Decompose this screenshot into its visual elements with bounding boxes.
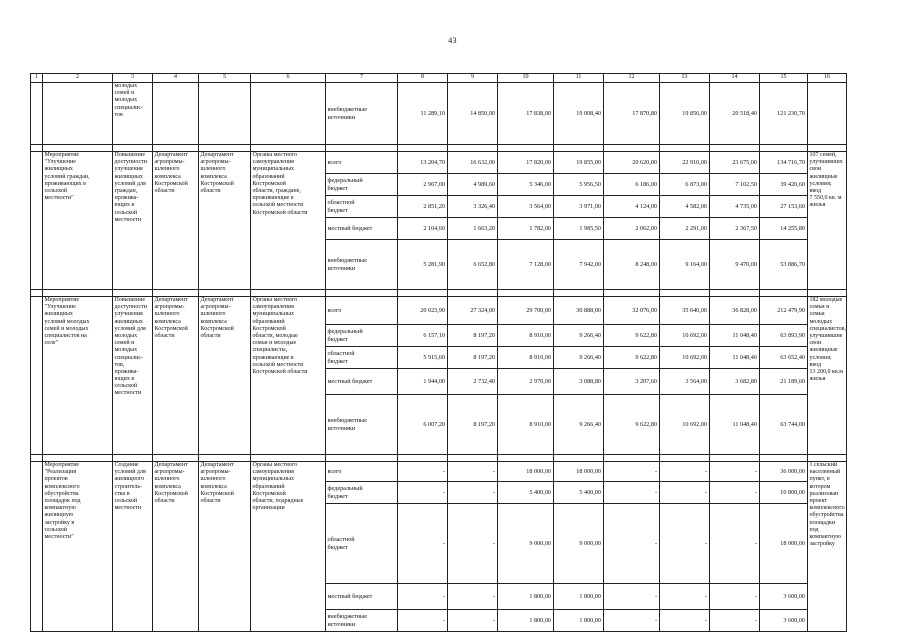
funding-source: федеральный бюджет	[326, 174, 398, 196]
column-number-3: 3	[113, 74, 153, 83]
funding-source: областной бюджет	[326, 347, 398, 369]
cell-empty	[153, 145, 199, 152]
column-number-15: 15	[760, 74, 808, 83]
separator-row	[31, 290, 847, 297]
funding-source: областной бюджет	[326, 504, 398, 584]
amount-cell: 39 420,60	[760, 174, 808, 196]
amount-cell: 18 000,00	[760, 504, 808, 584]
amount-cell: 7 102,50	[710, 174, 760, 196]
amount-cell: -	[398, 610, 448, 632]
amount-cell: -	[448, 482, 498, 504]
amount-cell: 3 682,80	[710, 369, 760, 395]
amount-cell: 5 400,00	[498, 482, 554, 504]
amount-cell: 2 104,60	[398, 218, 448, 240]
amount-cell: 4 582,00	[660, 196, 710, 218]
cell-empty	[398, 290, 448, 297]
column-number-5: 5	[199, 74, 251, 83]
amount-cell: -	[604, 610, 660, 632]
amount-cell: 3 564,00	[660, 369, 710, 395]
amount-cell: 5 956,50	[554, 174, 604, 196]
cell-empty	[31, 145, 43, 152]
amount-cell: 6 007,20	[398, 395, 448, 455]
amount-cell: 10 692,00	[660, 395, 710, 455]
amount-cell: -	[660, 482, 710, 504]
amount-cell: 3 600,00	[760, 584, 808, 610]
funding-source: внебюджетные источники	[326, 240, 398, 290]
amount-cell: 1 800,00	[554, 584, 604, 610]
amount-cell: 212 479,90	[760, 297, 808, 325]
cell-empty	[31, 152, 43, 290]
amount-cell: 63 744,00	[760, 395, 808, 455]
amount-cell: -	[448, 462, 498, 482]
amount-cell: 22 910,00	[660, 152, 710, 174]
amount-cell: 10 692,00	[660, 325, 710, 347]
cell-empty	[448, 455, 498, 462]
responsible-executor: Департамент агропромы- шленного комплекса Костромской области	[153, 462, 199, 632]
amount-cell: 8 197,20	[448, 347, 498, 369]
expected-result: 1 сельский населенный пункт, в котором реализован проект комплексного обустройства площадки под компактную застройку	[808, 462, 847, 632]
cell-empty	[251, 83, 326, 145]
funding-source: местный бюджет	[326, 218, 398, 240]
column-number-1: 1	[31, 74, 43, 83]
cell-empty	[808, 455, 847, 462]
amount-cell: 11 048,40	[710, 395, 760, 455]
column-number-7: 7	[326, 74, 398, 83]
amount-cell: 20 620,00	[604, 152, 660, 174]
amount-cell: 134 716,70	[760, 152, 808, 174]
amount-cell: 20 518,40	[710, 83, 760, 145]
amount-cell: 35 640,00	[660, 297, 710, 325]
participants-cell: Органы местного самоуправления муниципальных образований Костромской области, подрядные организации	[251, 462, 326, 632]
goal-cell: Повышение доступности улучшения жилищных условий для молодых семей и молодых специалис- тов, прожива- ющих в сельской местности	[113, 297, 153, 455]
amount-cell: 6 873,00	[660, 174, 710, 196]
amount-cell: 2 732,40	[448, 369, 498, 395]
cell-empty	[554, 145, 604, 152]
amount-cell: -	[604, 462, 660, 482]
amount-cell: 36 828,00	[710, 297, 760, 325]
amount-cell: 8 248,00	[604, 240, 660, 290]
amount-cell: 8 910,00	[498, 347, 554, 369]
cell-empty	[808, 83, 847, 145]
table-row	[31, 297, 847, 325]
budget-table	[30, 73, 847, 632]
cell-empty	[398, 455, 448, 462]
amount-cell: -	[448, 584, 498, 610]
cell-empty	[43, 145, 113, 152]
funding-source: федеральный бюджет	[326, 325, 398, 347]
amount-cell: 9 622,80	[604, 395, 660, 455]
cell-empty	[448, 290, 498, 297]
amount-cell: 9 470,00	[710, 240, 760, 290]
column-number-12: 12	[604, 74, 660, 83]
amount-cell: 7 128,00	[498, 240, 554, 290]
table-row	[31, 152, 847, 174]
cell-empty	[199, 145, 251, 152]
cell-empty	[113, 145, 153, 152]
co-executor: Департамент агропромы- шленного комплекса Костромской области	[199, 152, 251, 290]
cell-empty	[808, 290, 847, 297]
amount-cell: 17 870,80	[604, 83, 660, 145]
funding-source: внебюджетные источники	[326, 395, 398, 455]
amount-cell: 3 600,00	[760, 610, 808, 632]
amount-cell: 2 367,50	[710, 218, 760, 240]
amount-cell: -	[448, 610, 498, 632]
amount-cell: 121 230,70	[760, 83, 808, 145]
column-number-9: 9	[448, 74, 498, 83]
cell-empty	[554, 290, 604, 297]
cell-empty	[153, 83, 199, 145]
cell-empty	[760, 290, 808, 297]
amount-cell: 11 048,40	[710, 347, 760, 369]
amount-cell: -	[604, 584, 660, 610]
amount-cell: 18 000,00	[498, 462, 554, 482]
amount-cell: -	[398, 584, 448, 610]
cell-empty	[153, 290, 199, 297]
cell-empty	[554, 455, 604, 462]
funding-source: внебюджетные источники	[326, 610, 398, 632]
amount-cell: 3 207,60	[604, 369, 660, 395]
column-number-8: 8	[398, 74, 448, 83]
amount-cell: -	[710, 482, 760, 504]
amount-cell: -	[660, 610, 710, 632]
amount-cell: 4 989,60	[448, 174, 498, 196]
amount-cell: 2 970,00	[498, 369, 554, 395]
amount-cell: 3 088,80	[554, 369, 604, 395]
participants-cell: Органы местного самоуправления муниципальных образований Костромской области, граждане, проживающие в сельской местности Костромской области	[251, 152, 326, 290]
funding-source: местный бюджет	[326, 584, 398, 610]
amount-cell: -	[448, 504, 498, 584]
co-executor: Департамент агропромы- шленного комплекса Костромской области	[199, 462, 251, 632]
cell-empty	[760, 145, 808, 152]
cell-empty	[31, 290, 43, 297]
amount-cell: -	[710, 462, 760, 482]
amount-cell: 11 048,40	[710, 325, 760, 347]
amount-cell: 6 652,80	[448, 240, 498, 290]
amount-cell: 13 204,70	[398, 152, 448, 174]
amount-cell: 63 893,90	[760, 325, 808, 347]
amount-cell: 2 851,20	[398, 196, 448, 218]
amount-cell: 1 944,00	[398, 369, 448, 395]
amount-cell: 14 850,00	[448, 83, 498, 145]
amount-cell: -	[398, 482, 448, 504]
amount-cell: 19 008,40	[554, 83, 604, 145]
amount-cell: 5 281,90	[398, 240, 448, 290]
participants-cell: Органы местного самоуправления муниципальных образований Костромской области, молодые семьи и молодые специалисты, проживающие в сельской местности Костромской области	[251, 297, 326, 455]
cell-empty	[199, 290, 251, 297]
table-row	[31, 83, 847, 145]
amount-cell: 27 324,00	[448, 297, 498, 325]
goal-cell: молодых семей и молодых специалис- тов	[113, 83, 153, 145]
amount-cell: 16 632,00	[448, 152, 498, 174]
amount-cell: 5 915,60	[398, 347, 448, 369]
amount-cell: -	[398, 462, 448, 482]
amount-cell: 63 652,40	[760, 347, 808, 369]
amount-cell: 11 289,10	[398, 83, 448, 145]
amount-cell: 4 735,00	[710, 196, 760, 218]
amount-cell: 6 157,10	[398, 325, 448, 347]
cell-empty	[31, 297, 43, 455]
cell-empty	[498, 145, 554, 152]
measure-name: Мероприятие "Реализация проектов комплексного обустройства площадок под компактную жилищную застройку в сельской местности"	[43, 462, 113, 632]
amount-cell: 19 855,00	[554, 152, 604, 174]
amount-cell: 19 856,00	[660, 83, 710, 145]
amount-cell: 3 971,00	[554, 196, 604, 218]
cell-empty	[760, 455, 808, 462]
amount-cell: 1 800,00	[498, 610, 554, 632]
measure-name: Мероприятие "Улучшение жилищных условий молодых семей и молодых специалистов на селе"	[43, 297, 113, 455]
amount-cell: 17 838,00	[498, 83, 554, 145]
column-number-10: 10	[498, 74, 554, 83]
amount-cell: 9 164,00	[660, 240, 710, 290]
amount-cell: -	[604, 482, 660, 504]
cell-empty	[43, 290, 113, 297]
funding-source: всего	[326, 462, 398, 482]
page-number: 43	[448, 36, 457, 45]
amount-cell: 2 967,00	[398, 174, 448, 196]
amount-cell: 23 675,00	[710, 152, 760, 174]
cell-empty	[498, 290, 554, 297]
funding-source: внебюджетные источники	[326, 83, 398, 145]
amount-cell: 9 622,80	[604, 325, 660, 347]
amount-cell: 20 023,90	[398, 297, 448, 325]
amount-cell: -	[710, 504, 760, 584]
amount-cell: 8 197,20	[448, 325, 498, 347]
amount-cell: -	[398, 504, 448, 584]
cell-empty	[43, 455, 113, 462]
amount-cell: 17 820,00	[498, 152, 554, 174]
cell-empty	[199, 83, 251, 145]
cell-empty	[604, 145, 660, 152]
amount-cell: 53 886,70	[760, 240, 808, 290]
amount-cell: 9 266,40	[554, 325, 604, 347]
amount-cell: 10 692,00	[660, 347, 710, 369]
responsible-executor: Департамент агропромы- шленного комплекса Костромской области	[153, 297, 199, 455]
amount-cell: 36 000,00	[760, 462, 808, 482]
amount-cell: 30 888,00	[554, 297, 604, 325]
amount-cell: 1 782,00	[498, 218, 554, 240]
separator-row	[31, 455, 847, 462]
amount-cell: 2 062,00	[604, 218, 660, 240]
cell-empty	[43, 83, 113, 145]
amount-cell: 7 942,00	[554, 240, 604, 290]
funding-source: областной бюджет	[326, 196, 398, 218]
cell-empty	[604, 455, 660, 462]
amount-cell: 9 000,00	[498, 504, 554, 584]
amount-cell: 1 800,00	[498, 584, 554, 610]
cell-empty	[326, 455, 398, 462]
amount-cell: 2 291,00	[660, 218, 710, 240]
cell-empty	[710, 145, 760, 152]
amount-cell: -	[710, 610, 760, 632]
cell-empty	[498, 455, 554, 462]
amount-cell: 9 000,00	[554, 504, 604, 584]
cell-empty	[660, 145, 710, 152]
goal-cell: Создание условий для жилищного строитель- ства в сельской местности	[113, 462, 153, 632]
funding-source: местный бюджет	[326, 369, 398, 395]
co-executor: Департамент агропромы- шленного комплекса Костромской области	[199, 297, 251, 455]
expected-result: 182 молодые семьи и семьи молодых специалистов, улучшившие свои жилищные условия; ввод 13 200,0 кв.м жилья	[808, 297, 847, 455]
cell-empty	[326, 145, 398, 152]
amount-cell: 9 266,40	[554, 395, 604, 455]
column-number-14: 14	[710, 74, 760, 83]
column-number-2: 2	[43, 74, 113, 83]
cell-empty	[153, 455, 199, 462]
column-number-4: 4	[153, 74, 199, 83]
amount-cell: 6 186,00	[604, 174, 660, 196]
cell-empty	[326, 290, 398, 297]
cell-empty	[808, 145, 847, 152]
column-number-11: 11	[554, 74, 604, 83]
amount-cell: -	[660, 462, 710, 482]
expected-result: 107 семей, улучшивших свои жилищные условия; ввод 7 550,0 кв. м жилья	[808, 152, 847, 290]
amount-cell: 4 124,00	[604, 196, 660, 218]
cell-empty	[710, 455, 760, 462]
amount-cell: -	[660, 584, 710, 610]
measure-name: Мероприятие "Улучшение жилищных условий граждан, проживающих в сельской местности"	[43, 152, 113, 290]
column-number-13: 13	[660, 74, 710, 83]
amount-cell: 32 076,00	[604, 297, 660, 325]
amount-cell: 18 000,00	[554, 462, 604, 482]
table-row	[31, 462, 847, 482]
cell-empty	[660, 290, 710, 297]
amount-cell: 29 700,00	[498, 297, 554, 325]
cell-empty	[113, 290, 153, 297]
cell-empty	[31, 455, 43, 462]
cell-empty	[251, 290, 326, 297]
cell-empty	[448, 145, 498, 152]
cell-empty	[113, 455, 153, 462]
amount-cell: 9 622,80	[604, 347, 660, 369]
column-number-16: 16	[808, 74, 847, 83]
amount-cell: 8 910,00	[498, 325, 554, 347]
cell-empty	[251, 145, 326, 152]
separator-row	[31, 145, 847, 152]
amount-cell: 27 153,60	[760, 196, 808, 218]
column-number-6: 6	[251, 74, 326, 83]
amount-cell: -	[660, 504, 710, 584]
amount-cell: 8 197,20	[448, 395, 498, 455]
amount-cell: 9 266,40	[554, 347, 604, 369]
amount-cell: 1 663,20	[448, 218, 498, 240]
amount-cell: 5 346,00	[498, 174, 554, 196]
responsible-executor: Департамент агропромы- шленного комплекса Костромской области	[153, 152, 199, 290]
cell-empty	[199, 455, 251, 462]
funding-source: всего	[326, 297, 398, 325]
amount-cell: 1 985,50	[554, 218, 604, 240]
amount-cell: 8 910,00	[498, 395, 554, 455]
funding-source: всего	[326, 152, 398, 174]
amount-cell: 14 255,80	[760, 218, 808, 240]
amount-cell: 21 189,60	[760, 369, 808, 395]
cell-empty	[660, 455, 710, 462]
amount-cell: 10 800,00	[760, 482, 808, 504]
amount-cell: 5 400,00	[554, 482, 604, 504]
amount-cell: 3 564,00	[498, 196, 554, 218]
cell-empty	[31, 83, 43, 145]
cell-empty	[31, 462, 43, 632]
header-row	[31, 74, 847, 83]
amount-cell: -	[710, 584, 760, 610]
amount-cell: 1 800,00	[554, 610, 604, 632]
cell-empty	[398, 145, 448, 152]
cell-empty	[604, 290, 660, 297]
amount-cell: -	[604, 504, 660, 584]
funding-source: федеральный бюджет	[326, 482, 398, 504]
cell-empty	[251, 455, 326, 462]
amount-cell: 3 326,40	[448, 196, 498, 218]
cell-empty	[710, 290, 760, 297]
goal-cell: Повышение доступности улучшения жилищных условий для граждан, прожива- ющих в сельской местности	[113, 152, 153, 290]
